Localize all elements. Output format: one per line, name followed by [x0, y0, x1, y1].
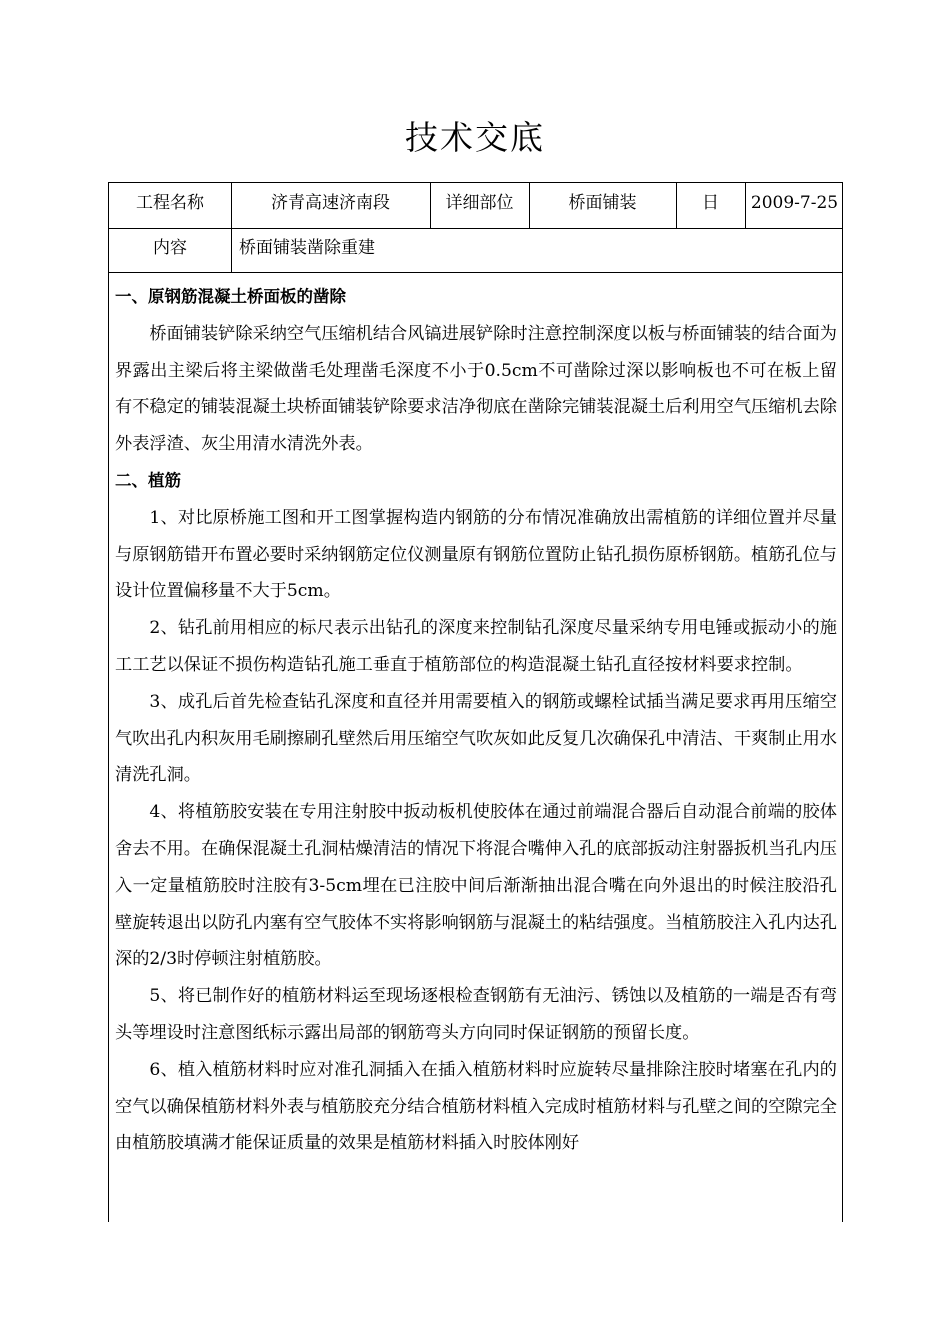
section-heading: 二、植筋 — [115, 470, 181, 490]
date-label: 日 — [702, 193, 719, 213]
project-name-label: 工程名称 — [136, 193, 204, 213]
paragraph: 3、成孔后首先检查钻孔深度和直径并用需要植入的钢筋或螺栓试插当满足要求再用压缩空气吹出孔内积灰用毛刷擦刷孔壁然后用压缩空气吹灰如此反复几次确保孔中清洁、干爽制止用水清洗孔洞。 — [115, 691, 837, 786]
disclosure-body — [115, 279, 837, 1162]
paragraph: 4、将植筋胶安装在专用注射胶中扳动板机使胶体在通过前端混合器后自动混合前端的胶体舍去不用。在确保混凝土孔洞枯燥清洁的情况下将混合嘴伸入孔的底部扳动注射器扳机当孔内压入一定量植筋胶时注胶有3-5cm埋在已注胶中间后渐渐抽出混合嘴在向外退出的时候注胶沿孔壁旋转退出以防孔内塞有空气胶体不实将影响钢筋与混凝土的粘结强度。当植筋胶注入孔内达孔深的2/3时停顿注射植筋胶。 — [115, 802, 837, 970]
row-divider — [109, 272, 842, 273]
disclosure-table — [108, 182, 843, 1222]
date-value: 2009-7-25 — [750, 193, 839, 213]
paragraph: 6、植入植筋材料时应对准孔洞插入在插入植筋材料时应旋转尽量排除注胶时堵塞在孔内的空气以确保植筋材料外表与植筋胶充分结合植筋材料植入完成时植筋材料与孔壁之间的空隙完全由植筋胶填满才能保证质量的效果是植筋材料插入时胶体刚好 — [115, 1059, 837, 1154]
paragraph: 桥面铺装铲除采纳空气压缩机结合风镐进展铲除时注意控制深度以板与桥面铺装的结合面为界露出主梁后将主梁做凿毛处理凿毛深度不小于0.5cm不可凿除过深以影响板也不可在板上留有不稳定的铺装混凝土块桥面铺装铲除要求洁净彻底在凿除完铺装混凝土后利用空气压缩机去除外表浮渣、灰尘用清水清洗外表。 — [115, 323, 837, 455]
project-name-value: 济青高速济南段 — [271, 193, 390, 213]
paragraph: 2、钻孔前用相应的标尺表示出钻孔的深度来控制钻孔深度尽量采纳专用电锤或振动小的施工工艺以保证不损伤构造钻孔施工垂直于植筋部位的构造混凝土钻孔直径按材料要求控制。 — [115, 618, 837, 675]
paragraph: 5、将已制作好的植筋材料运至现场逐根检查钢筋有无油污、锈蚀以及植筋的一端是否有弯头等埋设时注意图纸标示露出局部的钢筋弯头方向同时保证钢筋的预留长度。 — [115, 986, 837, 1043]
section-heading: 一、原钢筋混凝土桥面板的凿除 — [115, 287, 346, 306]
detail-part-value: 桥面铺装 — [568, 193, 637, 213]
paragraph: 1、对比原桥施工图和开工图掌握构造内钢筋的分布情况准确放出需植筋的详细位置并尽量与原钢筋错开布置必要时采纳钢筋定位仪测量原有钢筋位置防止钻孔损伤原桥钢筋。植筋孔位与设计位置偏移量不大于5cm。 — [115, 507, 837, 602]
content-value: 桥面铺装凿除重建 — [239, 238, 375, 258]
row-divider — [109, 228, 842, 229]
detail-part-label: 详细部位 — [445, 193, 514, 213]
document-title: 技术交底 — [405, 118, 545, 157]
content-label: 内容 — [153, 238, 187, 258]
